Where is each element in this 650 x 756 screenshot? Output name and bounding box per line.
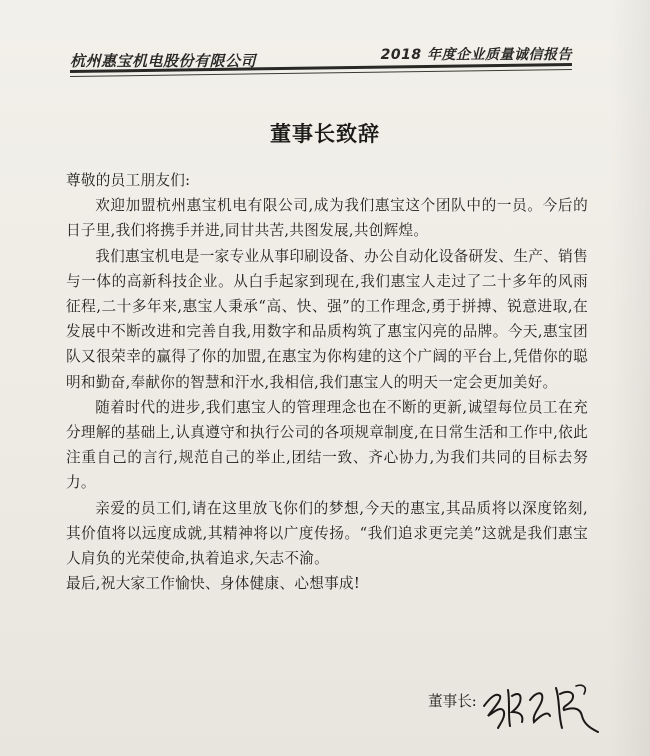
letter-body [66,168,588,596]
closing-line: 最后,祝大家工作愉快、身体健康、心想事成! [66,575,361,593]
header-report-title: 2018 年度企业质量诚信报告 [380,47,572,63]
header-company-name: 杭州惠宝机电股份有限公司 [70,52,257,70]
salutation: 尊敬的员工朋友们: [66,172,191,189]
page-title: 董事长致辞 [270,122,380,146]
paragraph-company-intro: 我们惠宝机电是一家专业从事印刷设备、办公自动化设备研发、生产、销售与一体的高新科技企业。从白手起家到现在,我们惠宝人走过了二十多年的风雨征程,二十多年来,惠宝人秉承“高、快、强”的工作理念,勇于拼搏、锐意进取,在发展中不断改进和完善自我,用数字和品质构筑了惠宝闪亮的品牌。今天,惠宝团队又很荣幸的赢得了你的加盟,在惠宝为你构建的这个广阔的平台上,凭借你的聪明和勤奋,奉献你的智慧和汗水,我相信,我们惠宝人的明天一定会更加美好。 [66,247,588,391]
paragraph-mission: 亲爱的员工们,请在这里放飞你们的梦想,今天的惠宝,其品质将以深度铭刻,其价值将以远度成就,其精神将以广度传扬。“我们追求更完美”这就是我们惠宝人肩负的光荣使命,执着追求,矢志不渝。 [66,499,588,568]
handwritten-signature [478,676,606,734]
paragraph-welcome: 欢迎加盟杭州惠宝机电有限公司,成为我们惠宝这个团队中的一员。今后的日子里,我们将携手并进,同甘共苦,共图发展,共创辉煌。 [66,197,588,240]
paragraph-management: 随着时代的进步,我们惠宝人的管理理念也在不断的更新,诚望每位员工在充分理解的基础上,认真遵守和执行公司的各项规章制度,在日常生活和工作中,依此注重自己的言行,规范自己的举止,团结一致、齐心协力,为我们共同的目标去努力。 [66,398,588,492]
signature-label: 董事长: [428,693,477,710]
